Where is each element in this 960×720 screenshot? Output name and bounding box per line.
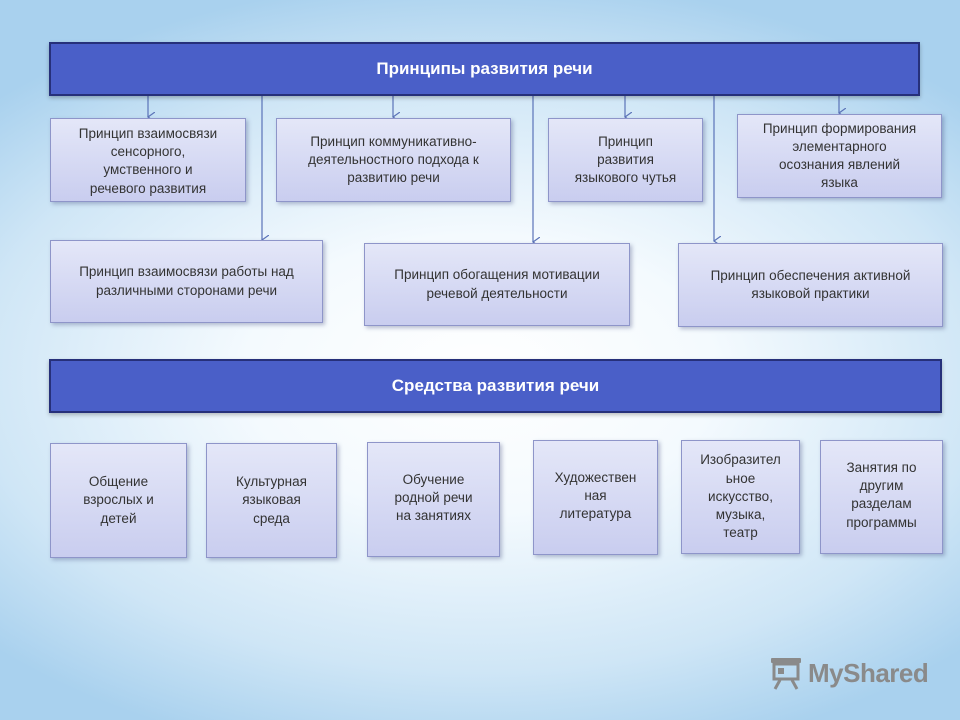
principle-box-5: Принцип взаимосвязи работы над различными сторонами речи	[50, 240, 323, 323]
principle-box-1: Принцип взаимосвязи сенсорного, умственного и речевого развития	[50, 118, 246, 202]
means-box-3: Обучение родной речи на занятиях	[367, 442, 500, 557]
principle-box-3: Принцип развития языкового чутья	[548, 118, 703, 202]
means-box-2: Культурная языковая среда	[206, 443, 337, 558]
means-box-5: Изобразител ьное искусство, музыка, театр	[681, 440, 800, 554]
watermark-text: MyShared	[808, 657, 929, 688]
watermark-logo	[768, 656, 928, 690]
principle-box-7: Принцип обеспечения активной языковой практики	[678, 243, 943, 327]
principle-box-4: Принцип формирования элементарного осознания явлений языка	[737, 114, 942, 198]
principle-box-2: Принцип коммуникативно- деятельностного подхода к развитию речи	[276, 118, 511, 202]
means-box-1: Общение взрослых и детей	[50, 443, 187, 558]
principles-header: Принципы развития речи	[49, 42, 920, 96]
principle-box-6: Принцип обогащения мотивации речевой деятельности	[364, 243, 630, 326]
means-box-4: Художествен ная литература	[533, 440, 658, 555]
means-box-6: Занятия по другим разделам программы	[820, 440, 943, 554]
presentation-board-icon	[768, 656, 804, 690]
means-header: Средства развития речи	[49, 359, 942, 413]
